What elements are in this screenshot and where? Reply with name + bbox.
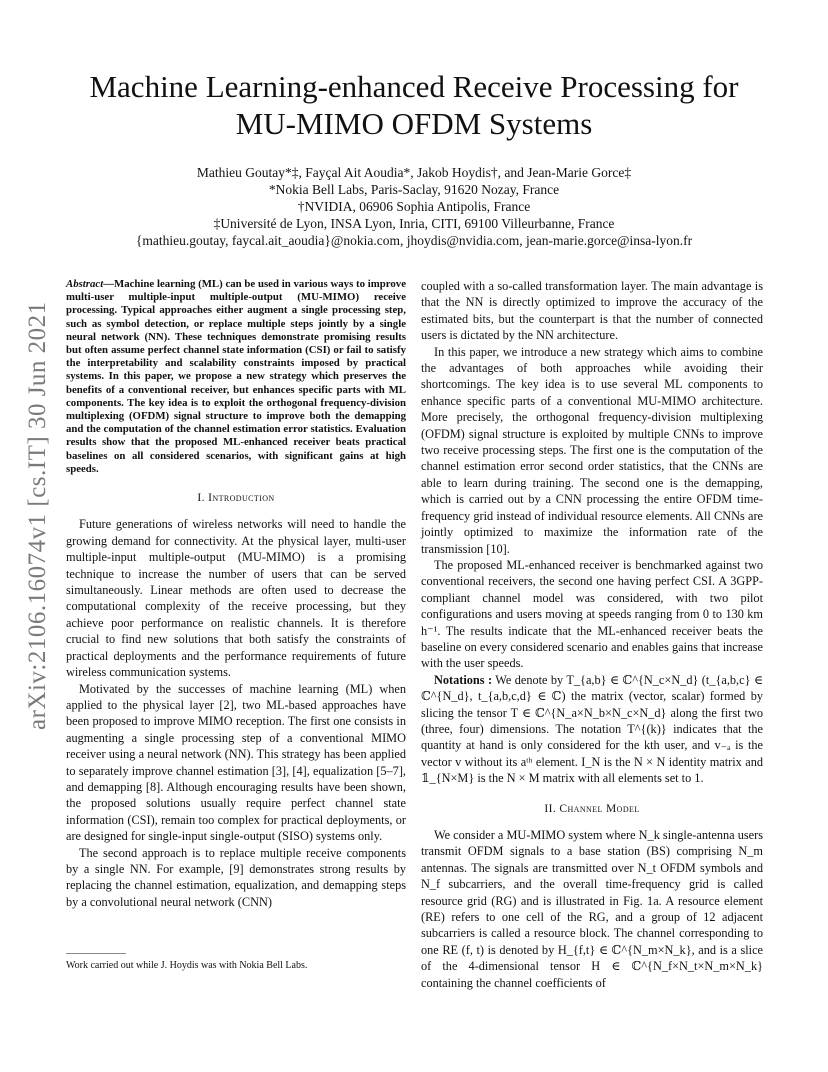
left-column xyxy=(66,278,406,910)
author-emails: {mathieu.goutay, faycal.ait_aoudia}@nokia.com, jhoydis@nvidia.com, jean-marie.gorce@insa-lyon.fr xyxy=(135,233,693,248)
notations-text: We denote by T_{a,b} ∈ ℂ^{N_c×N_d} (t_{a,b,c} ∈ ℂ^{N_d}, t_{a,b,c,d} ∈ ℂ) the matrix (vector, scalar) formed by slicing the tensor T ∈ ℂ^{N_a×N_b×N_c×N_d} along the first two (three, four) dimensions. The notation T^{(k)} indicates that the quantity at hand is only considered for the kth user, and v₋ₐ is the vector v without its aᵗʰ element. I_N is the N × N identity matrix and 𝟙_{N×M} is the N × M matrix with all elements set to 1. xyxy=(421,672,763,786)
arxiv-stamp: arXiv:2106.16074v1 [cs.IT] 30 Jun 2021 xyxy=(24,301,51,730)
author-block xyxy=(60,164,768,249)
abstract-text: —Machine learning (ML) can be used in various ways to improve multi-user multiple-input multiple-output (MU-MIMO) receive processing. Typical approaches either augment a single processing step, such as symbol detection, or replace multiple steps jointly by a single neural network (NN). These techniques demonstrate promising results but often assume perfect channel state information (CSI) or fail to satisfy the interpretability and scalability constraints imposed by practical systems. In this paper, we propose a new strategy which preserves the benefits of a conventional receiver, but enhances specific parts with ML components. The key idea is to exploit the orthogonal frequency-division multiplexing (OFDM) signal structure to improve both the demapping and the computation of the channel estimation error statistics. Evaluation results show that the proposed ML-enhanced receiver beats practical baselines on all considered scenarios, with significant gains at high speeds. xyxy=(66,278,406,475)
intro-paragraph-1: Future generations of wireless networks will need to handle the growing demand for connectivity. At the physical layer, multi-user multiple-input multiple-output (MU-MIMO) is a promising technique to increase the number of users that can be served simultaneously. Linear methods are often used to decrease the computational complexity of the receive processing, but they achieve poor performance on realistic channels. It is therefore crucial to find new solutions that both satisfy the constraints of practical deployments and the performance requirements of future wireless communication systems. xyxy=(66,517,406,680)
intro-paragraph-3: The second approach is to replace multiple receive components by a single NN. For example, [9] demonstrates strong results by replacing the channel estimation, equalization, and demapping steps by a convolutional neural network (CNN) xyxy=(66,845,406,909)
section-heading-introduction: I. Introduction xyxy=(197,492,275,505)
abstract xyxy=(66,278,406,476)
author-names: Mathieu Goutay*‡, Fayçal Ait Aoudia*, Jakob Hoydis†, and Jean-Marie Gorce‡ xyxy=(196,165,632,180)
notations-paragraph xyxy=(421,672,763,787)
affiliation-nokia: *Nokia Bell Labs, Paris-Saclay, 91620 Nozay, France xyxy=(268,182,560,197)
abstract-label: Abstract xyxy=(66,278,104,290)
intro-paragraph-4: coupled with a so-called transformation layer. The main advantage is that the NN is directly optimized to improve the accuracy of the estimated bits, but the counterpart is that the number of connected users is dictated by the NN architecture. xyxy=(421,279,763,343)
intro-paragraph-2: Motivated by the successes of machine learning (ML) when applied to the physical layer [2], two ML-based approaches have been proposed to improve MIMO reception. The first one consists in augmenting a single processing step of a conventional MIMO receiver using a neural network (NN). This strategy has been applied to separately improve channel estimation [3], [4], equalization [5–7], and demapping [8]. Although encouraging results have been shown, the proposed solutions usually require perfect channel state information (CSI), remain too complex for practical deployments, or are designed for single-input single-output (SISO) systems only. xyxy=(66,681,406,844)
notations-label: Notations : xyxy=(434,672,493,687)
intro-paragraph-5: In this paper, we introduce a new strategy which aims to combine the advantages of both approaches while avoiding their shortcomings. The key idea is to use several ML components to enhance specific parts of a conventional MU-MIMO architecture. More precisely, the orthogonal frequency-division multiplexing (OFDM) signal structure is exploited by multiple CNNs to improve two receive processing steps. The first one is the computation of the channel estimation error second order statistics, that the CNNs are able to learn during training. The second one is the demapping, which is carried out by a CNN processing the entire OFDM time-frequency grid instead of individual resource elements. All CNNs are jointly optimized to maximize the information rate of the transmission [10]. xyxy=(421,344,763,556)
channel-model-paragraph: We consider a MU-MIMO system where N_k single-antenna users transmit OFDM signals to a base station (BS) comprising N_m antennas. The signals are transmitted over N_t OFDM symbols and N_f subcarriers, and the overall time-frequency grid is called resource grid (RG) and is illustrated in Fig. 1a. A resource element (RE) refers to one cell of the RG, and a group of 12 adjacent subcarriers is called a resource block. The channel corresponding to one RE (f, t) is denoted by H_{f,t} ∈ ℂ^{N_m×N_k}, and is a slice of the 4-dimensional tensor H ∈ ℂ^{N_f×N_t×N_m×N_k} containing the channel coefficients of xyxy=(421,828,763,990)
paper-title: Machine Learning-enhanced Receive Processing for MU-MIMO OFDM Systems xyxy=(89,69,739,141)
right-column xyxy=(421,278,763,991)
affiliation-insa: ‡Université de Lyon, INSA Lyon, Inria, CITI, 69100 Villeurbanne, France xyxy=(213,216,615,231)
section-heading-channel-model: II. Channel Model xyxy=(544,802,640,815)
intro-paragraph-6: The proposed ML-enhanced receiver is benchmarked against two conventional receivers, the second one having perfect CSI. A 3GPP-compliant channel model was considered, with two pilot configurations and users moving at speeds ranging from 0 to 130 km h⁻¹. The results indicate that the ML-enhanced receiver beats the baseline on every considered scenario and enables gains that increase with the user speeds. xyxy=(421,557,763,671)
footnote: Work carried out while J. Hoydis was with Nokia Bell Labs. xyxy=(66,960,308,971)
affiliation-nvidia: †NVIDIA, 06906 Sophia Antipolis, France xyxy=(297,199,531,214)
footnote-divider xyxy=(66,953,126,954)
